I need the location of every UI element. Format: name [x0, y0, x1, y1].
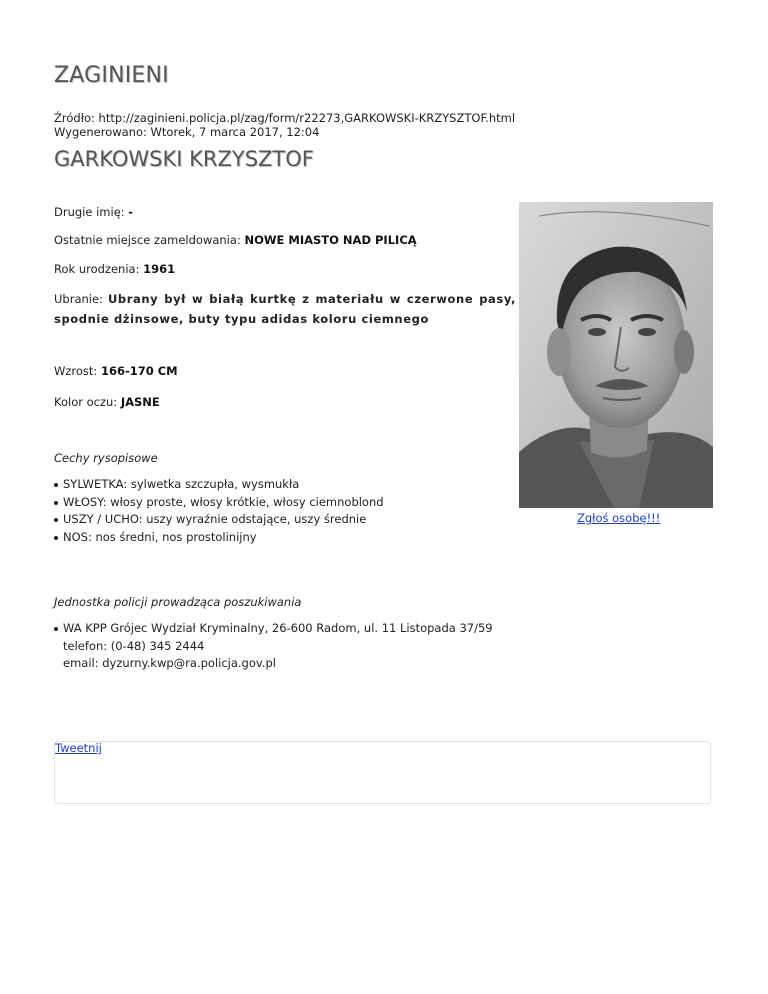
eyes-value: JASNE	[120, 395, 160, 409]
second-name-label: Drugie imię:	[54, 205, 125, 219]
second-name-value: -	[128, 205, 134, 219]
birth-year-label: Rok urodzenia:	[54, 262, 140, 276]
birth-year-row	[54, 262, 175, 276]
site-title: ZAGINIENI	[54, 63, 169, 88]
police-unit-phone: telefon: (0-48) 345 2444	[63, 638, 205, 653]
eyes-label: Kolor oczu:	[54, 395, 118, 409]
height-row	[54, 364, 178, 378]
police-unit-list	[54, 620, 493, 673]
clothing-value: Ubrany był w białą kurtkę z materiału w czerwone pasy, spodnie dżinsowe, buty typu adidas koloru ciemnego	[54, 292, 517, 326]
height-value: 166-170 CM	[100, 364, 178, 378]
height-label: Wzrost:	[54, 364, 98, 378]
eyes-row	[54, 395, 160, 409]
clothing-label: Ubranie:	[54, 292, 103, 306]
police-unit-email: email: dyzurny.kwp@ra.policja.gov.pl	[63, 656, 276, 670]
tweet-link[interactable]: Tweetnij	[55, 741, 102, 755]
residence-label: Ostatnie miejsce zameldowania:	[54, 233, 241, 247]
second-name-row	[54, 205, 133, 219]
source-line	[54, 111, 515, 125]
list-item	[54, 620, 493, 673]
report-person-link[interactable]: Zgłoś osobę!!!	[577, 511, 661, 525]
residence-value: NOWE MIASTO NAD PILICĄ	[244, 233, 417, 247]
generated-line	[54, 125, 319, 139]
list-item: SYLWETKA: sylwetka szczupła, wysmukła	[54, 476, 384, 494]
tweet-widget	[54, 741, 711, 804]
police-unit-name: WA KPP Grójec Wydział Kryminalny, 26-600 Radom, ul. 11 Listopada 37/59	[63, 621, 493, 635]
source-url: http://zaginieni.policja.pl/zag/form/r22273,GARKOWSKI-KRZYSZTOF.html	[98, 111, 516, 125]
person-name: GARKOWSKI KRZYSZTOF	[54, 147, 314, 171]
features-heading: Cechy rysopisowe	[54, 451, 158, 465]
list-item: WŁOSY: włosy proste, włosy krótkie, włosy ciemnoblond	[54, 494, 384, 512]
police-unit-heading: Jednostka policji prowadząca poszukiwania	[54, 595, 302, 609]
generated-date: Wtorek, 7 marca 2017, 12:04	[150, 125, 320, 139]
clothing-row	[54, 289, 516, 329]
residence-row	[54, 233, 417, 247]
source-label: Źródło:	[54, 111, 95, 125]
generated-label: Wygenerowano:	[54, 125, 147, 139]
birth-year-value: 1961	[143, 262, 176, 276]
list-item: NOS: nos średni, nos prostolinijny	[54, 529, 384, 547]
features-list	[54, 476, 384, 546]
list-item: USZY / UCHO: uszy wyraźnie odstające, uszy średnie	[54, 511, 384, 529]
person-photo	[519, 202, 713, 508]
